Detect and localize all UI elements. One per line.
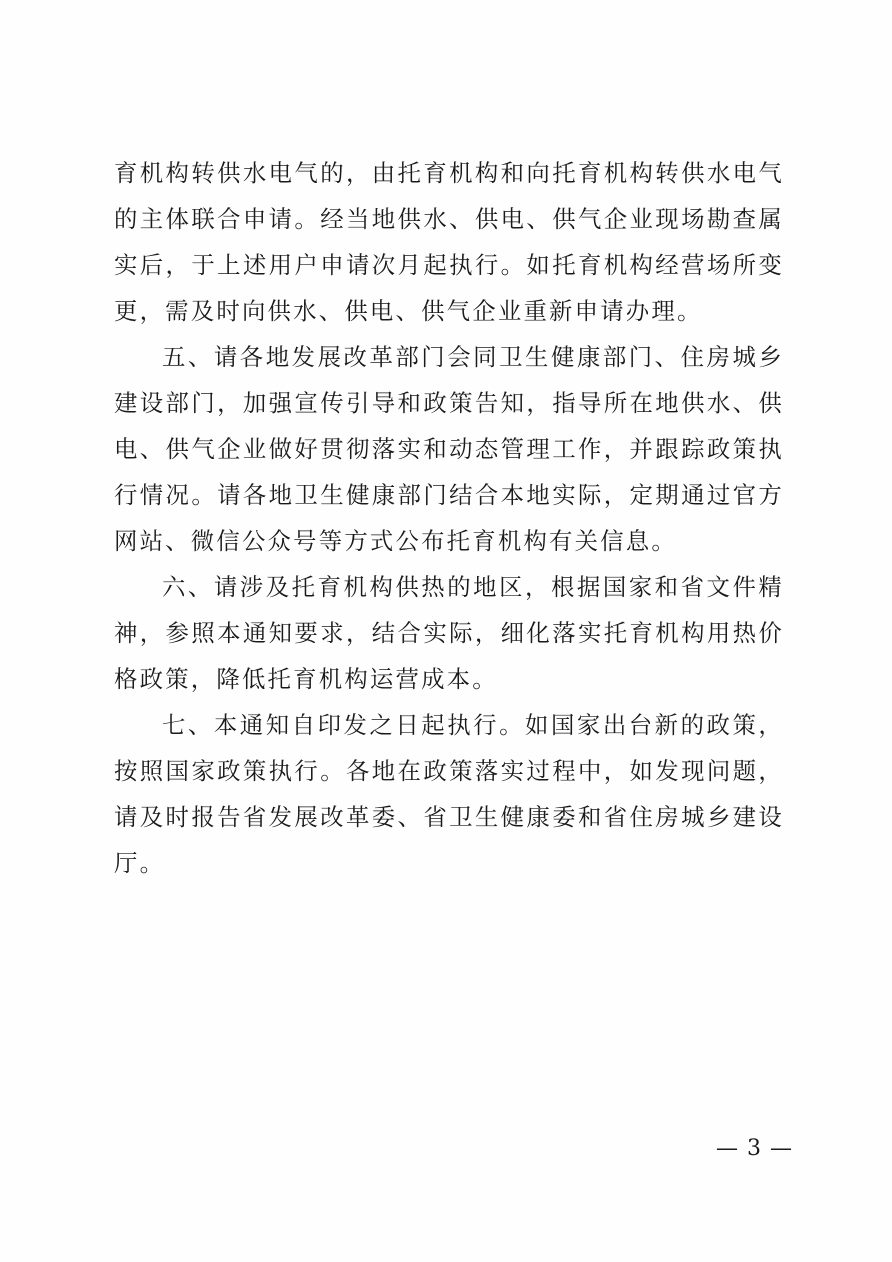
document-body <box>114 150 784 886</box>
paragraph-item-seven: 七、本通知自印发之日起执行。如国家出台新的政策，按照国家政策执行。各地在政策落实过程中，如发现问题，请及时报告省发展改革委、省卫生健康委和省住房城乡建设厅。 <box>114 711 784 877</box>
paragraph-continuation: 育机构转供水电气的，由托育机构和向托育机构转供水电气的主体联合申请。经当地供水、供电、供气企业现场勘查属实后，于上述用户申请次月起执行。如托育机构经营场所变更，需及时向供水、供电、供气企业重新申请办理。 <box>114 159 784 325</box>
page-number: — 3 — <box>716 1136 793 1161</box>
paragraph-item-five: 五、请各地发展改革部门会同卫生健康部门、住房城乡建设部门，加强宣传引导和政策告知，指导所在地供水、供电、供气企业做好贯彻落实和动态管理工作，并跟踪政策执行情况。请各地卫生健康部门结合本地实际，定期通过官方网站、微信公众号等方式公布托育机构有关信息。 <box>114 343 784 555</box>
paragraph-item-six: 六、请涉及托育机构供热的地区，根据国家和省文件精神，参照本通知要求，结合实际，细化落实托育机构用热价格政策，降低托育机构运营成本。 <box>114 573 784 693</box>
